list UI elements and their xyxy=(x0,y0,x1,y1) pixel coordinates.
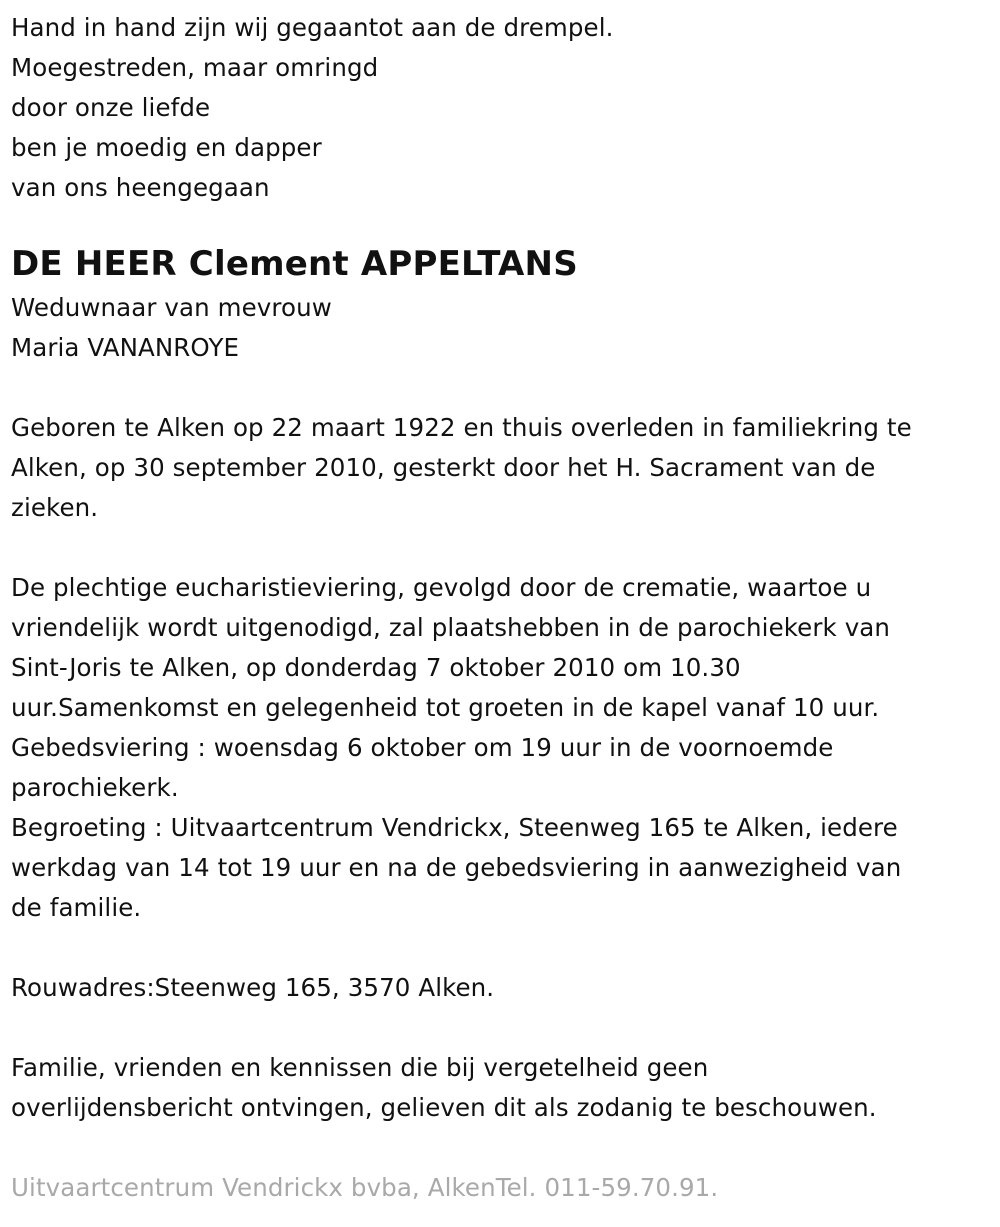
paragraph-line: Familie, vrienden en kennissen die bij vergetelheid geen xyxy=(11,1053,709,1082)
poem-line: Hand in hand zijn wij gegaantot aan de drempel. xyxy=(11,13,614,42)
spacer xyxy=(11,368,989,408)
paragraph-line: Alken, op 30 september 2010, gesterkt door het H. Sacrament van de xyxy=(11,453,876,482)
paragraph-line: de familie. xyxy=(11,893,142,922)
paragraph-line: overlijdensbericht ontvingen, gelieven dit als zodanig te beschouwen. xyxy=(11,1093,877,1122)
paragraph-line: Sint-Joris te Alken, op donderdag 7 oktober 2010 om 10.30 xyxy=(11,653,741,682)
mourning-address: Rouwadres:Steenweg 165, 3570 Alken. xyxy=(11,973,495,1002)
poem xyxy=(11,8,989,208)
spacer xyxy=(11,1128,989,1168)
spacer xyxy=(11,528,989,568)
deceased-name: DE HEER Clement APPELTANS xyxy=(11,244,578,284)
spacer xyxy=(11,208,989,240)
poem-line: van ons heengegaan xyxy=(11,173,270,202)
poem-line: ben je moedig en dapper xyxy=(11,133,322,162)
birth-death-paragraph xyxy=(11,408,989,528)
widower-info xyxy=(11,288,989,368)
paragraph-line: vriendelijk wordt uitgenodigd, zal plaatshebben in de parochiekerk van xyxy=(11,613,891,642)
paragraph-line: werkdag van 14 tot 19 uur en na de gebedsviering in aanwezigheid van xyxy=(11,853,902,882)
spacer xyxy=(11,1008,989,1048)
ceremony-paragraph xyxy=(11,568,989,928)
paragraph-line: Gebedsviering : woensdag 6 oktober om 19 uur in de voornoemde xyxy=(11,733,834,762)
notice-paragraph xyxy=(11,1048,989,1128)
spacer xyxy=(11,928,989,968)
paragraph-line: Geboren te Alken op 22 maart 1922 en thuis overleden in familiekring te xyxy=(11,413,912,442)
paragraph-line: Begroeting : Uitvaartcentrum Vendrickx, Steenweg 165 te Alken, iedere xyxy=(11,813,898,842)
subtitle-line: Maria VANANROYE xyxy=(11,333,240,362)
poem-line: Moegestreden, maar omringd xyxy=(11,53,379,82)
poem-line: door onze liefde xyxy=(11,93,211,122)
subtitle-line: Weduwnaar van mevrouw xyxy=(11,293,332,322)
funeral-home-footer: Uitvaartcentrum Vendrickx bvba, AlkenTel. 011-59.70.91. xyxy=(11,1173,719,1202)
paragraph-line: uur.Samenkomst en gelegenheid tot groeten in de kapel vanaf 10 uur. xyxy=(11,693,880,722)
paragraph-line: parochiekerk. xyxy=(11,773,179,802)
paragraph-line: De plechtige eucharistieviering, gevolgd door de crematie, waartoe u xyxy=(11,573,872,602)
paragraph-line: zieken. xyxy=(11,493,99,522)
